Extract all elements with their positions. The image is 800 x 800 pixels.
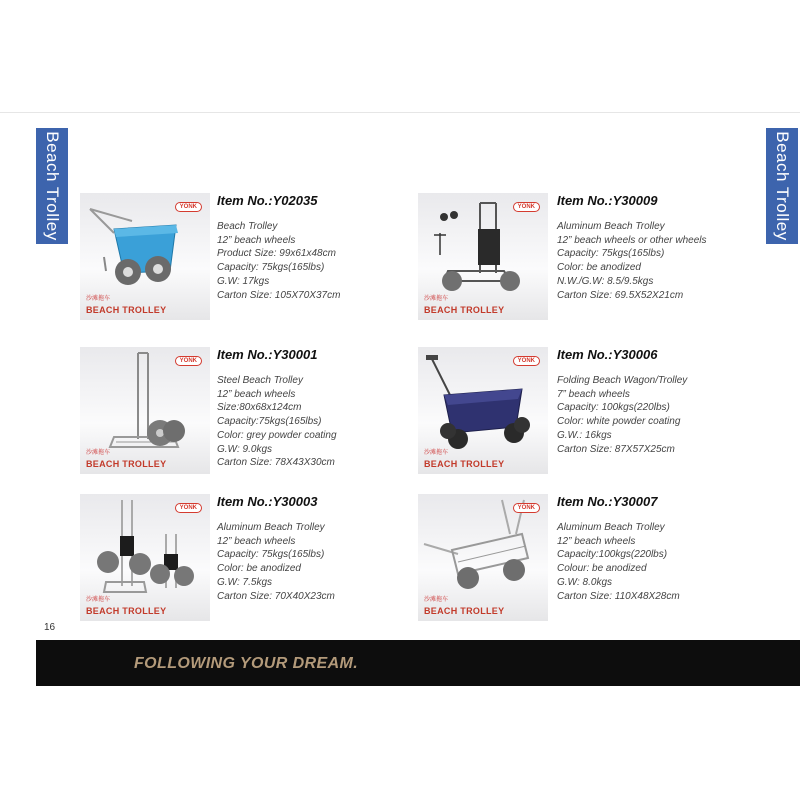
- item-number: Item No.:Y30003: [217, 494, 318, 509]
- spec-line: Capacity:75kgs(165lbs): [217, 416, 322, 428]
- spec-line: Color: be anodized: [217, 563, 301, 575]
- chinese-label: 沙滩拖车: [86, 296, 111, 302]
- spec-line: Color: grey powder coating: [217, 429, 337, 441]
- spec-line: Product Size: 99x61x48cm: [217, 248, 336, 260]
- item-number: Item No.:Y30007: [557, 494, 658, 509]
- spec-line: Aluminum Beach Trolley: [557, 221, 665, 232]
- photo-tag: BEACH TROLLEY: [424, 459, 505, 469]
- chinese-label: 沙滩拖车: [424, 597, 449, 603]
- product-info-y30003: [217, 494, 335, 603]
- spec-line: Aluminum Beach Trolley: [217, 522, 325, 533]
- brand-logo: YONK: [175, 503, 202, 513]
- brand-logo: YONK: [513, 503, 540, 513]
- brand-logo: YONK: [513, 356, 540, 366]
- spec-line: 12” beach wheels: [217, 234, 296, 246]
- spec-line: Aluminum Beach Trolley: [557, 522, 665, 533]
- brand-logo: YONK: [175, 202, 202, 212]
- spec-line: Capacity: 75kgs(165lbs): [557, 248, 665, 260]
- spec-line: Color: white powder coating: [557, 416, 681, 428]
- product-info-y02035: [217, 193, 340, 302]
- spec-line: Capacity: 75kgs(165lbs): [217, 262, 325, 274]
- footer-slogan: FOLLOWING YOUR DREAM.: [134, 655, 359, 672]
- brand-logo: YONK: [175, 356, 202, 366]
- spec-line: 7” beach wheels: [557, 388, 630, 400]
- photo-tag: BEACH TROLLEY: [424, 305, 505, 315]
- photo-tag: BEACH TROLLEY: [86, 459, 167, 469]
- page-top-divider: [0, 112, 800, 113]
- brand-logo: YONK: [513, 202, 540, 212]
- spec-line: G.W.: 16kgs: [557, 429, 612, 441]
- chinese-label: 沙滩拖车: [86, 450, 111, 456]
- chinese-label: 沙滩拖车: [424, 296, 449, 302]
- product-photo-y30009: [418, 193, 548, 320]
- spec-line: Size:80x68x124cm: [217, 402, 302, 414]
- spec-line: G.W: 9.0kgs: [217, 443, 273, 455]
- product-info-y30006: [557, 347, 687, 456]
- spec-line: 12” beach wheels: [217, 388, 296, 400]
- item-number: Item No.:Y30001: [217, 347, 318, 362]
- spec-line: 12” beach wheels: [217, 535, 296, 547]
- spec-line: G.W: 7.5kgs: [217, 576, 273, 588]
- chinese-label: 沙滩拖车: [424, 450, 449, 456]
- spec-line: Carton Size: 70X40X23cm: [217, 590, 335, 602]
- product-info-y30009: [557, 193, 707, 302]
- item-number: Item No.:Y30006: [557, 347, 658, 362]
- spec-line: Beach Trolley: [217, 221, 278, 232]
- footer-banner: [36, 640, 800, 686]
- item-number: Item No.:Y02035: [217, 193, 318, 208]
- spec-line: Folding Beach Wagon/Trolley: [557, 375, 688, 386]
- spec-line: Capacity: 75kgs(165lbs): [217, 549, 325, 561]
- spec-line: Carton Size: 105X70X37cm: [217, 289, 341, 301]
- section-tab-label: Beach Trolley: [773, 131, 792, 241]
- spec-line: Colour: be anodized: [557, 563, 647, 575]
- product-photo-y30006: [418, 347, 548, 474]
- section-tab-left: [36, 128, 68, 244]
- spec-line: Capacity: 100kgs(220lbs): [557, 402, 670, 414]
- photo-tag: BEACH TROLLEY: [86, 305, 167, 315]
- spec-line: Color: be anodized: [557, 262, 641, 274]
- product-photo-y30003: [80, 494, 210, 621]
- product-photo-y02035: [80, 193, 210, 320]
- product-photo-y30007: [418, 494, 548, 621]
- product-info-y30001: [217, 347, 337, 470]
- spec-line: G.W: 8.0kgs: [557, 576, 613, 588]
- photo-tag: BEACH TROLLEY: [424, 606, 505, 616]
- spec-line: Carton Size: 69.5X52X21cm: [557, 289, 684, 301]
- product-info-y30007: [557, 494, 680, 603]
- spec-line: 12” beach wheels or other wheels: [557, 234, 707, 246]
- spec-line: Steel Beach Trolley: [217, 375, 303, 386]
- page-number: 16: [44, 622, 56, 633]
- spec-line: N.W./G.W: 8.5/9.5kgs: [557, 275, 654, 287]
- section-tab-label: Beach Trolley: [43, 131, 62, 241]
- spec-line: Carton Size: 110X48X28cm: [557, 590, 680, 602]
- item-number: Item No.:Y30009: [557, 193, 658, 208]
- spec-line: 12” beach wheels: [557, 535, 636, 547]
- spec-line: Carton Size: 87X57X25cm: [557, 443, 675, 455]
- chinese-label: 沙滩拖车: [86, 597, 111, 603]
- section-tab-right: [766, 128, 798, 244]
- spec-line: Carton Size: 78X43X30cm: [217, 457, 335, 469]
- spec-line: G.W: 17kgs: [217, 275, 270, 287]
- spec-line: Capacity:100kgs(220lbs): [557, 549, 668, 561]
- product-photo-y30001: [80, 347, 210, 474]
- photo-tag: BEACH TROLLEY: [86, 606, 167, 616]
